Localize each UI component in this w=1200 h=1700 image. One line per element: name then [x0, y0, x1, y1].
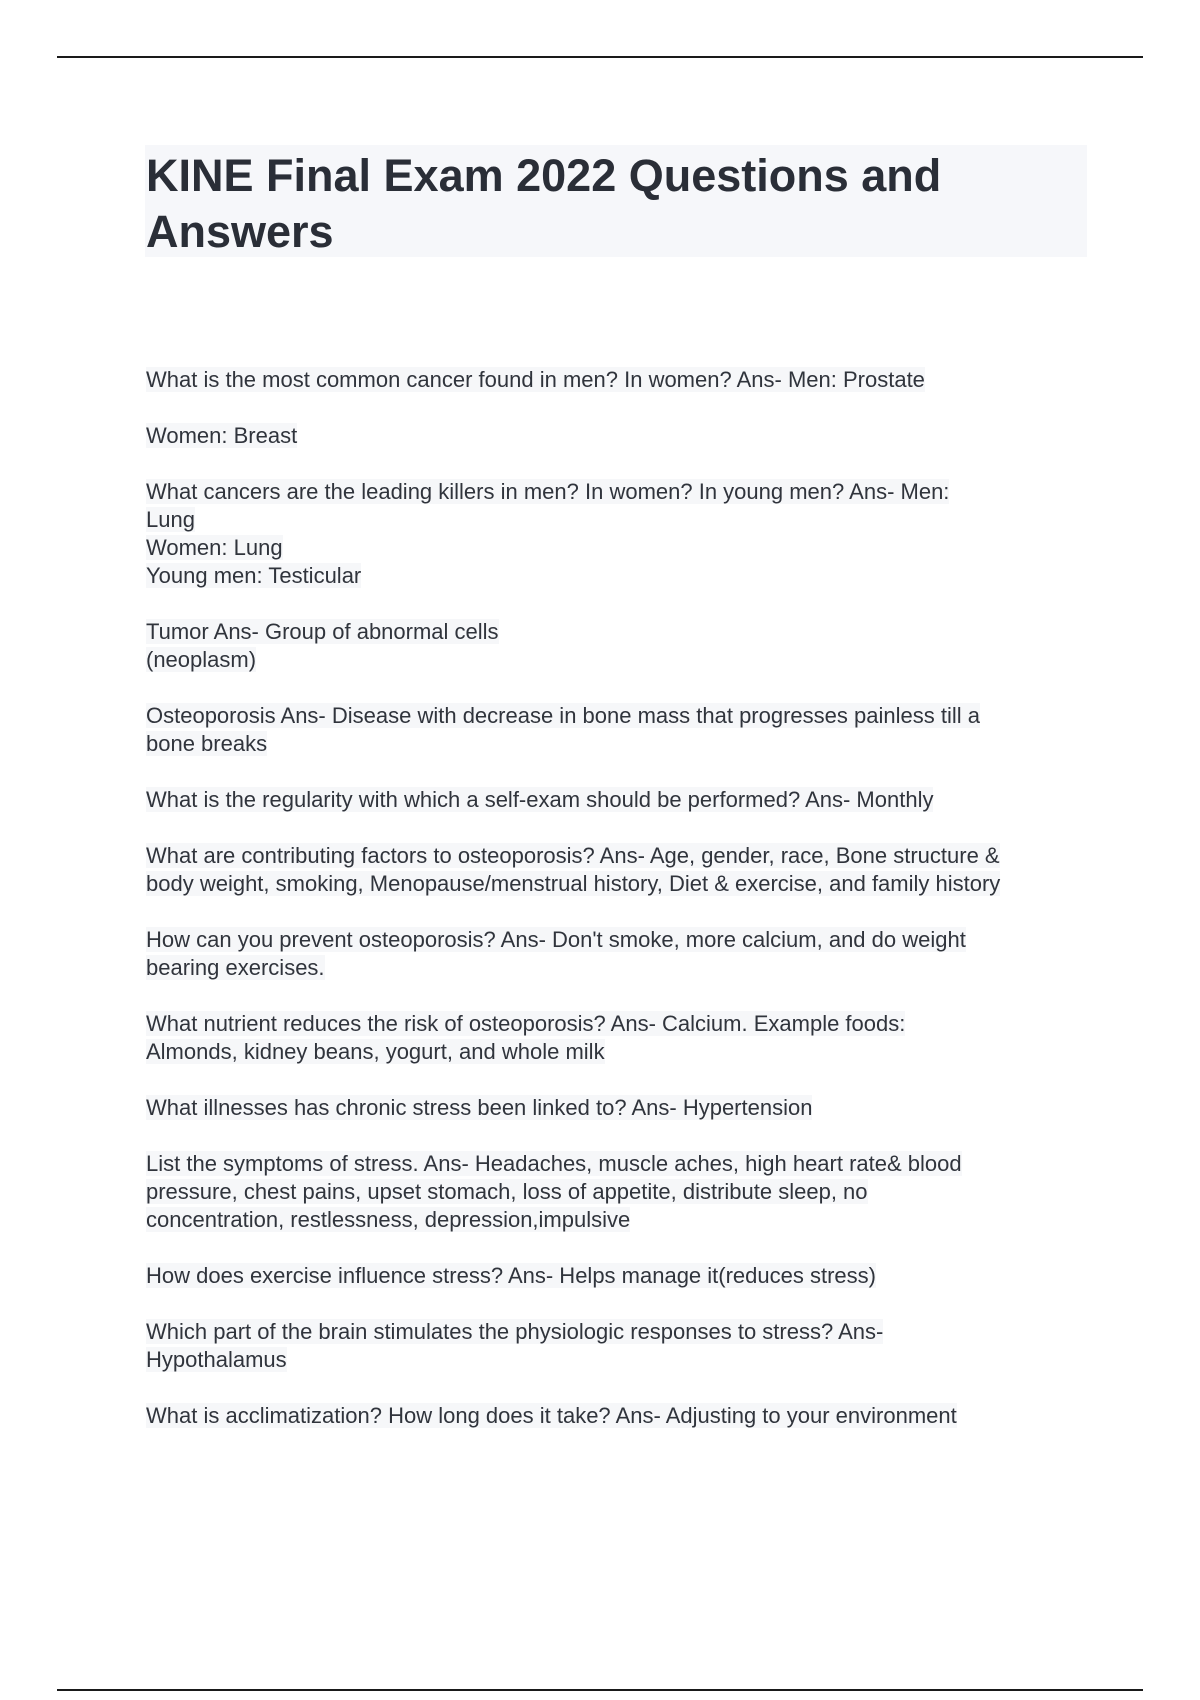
- qa-entry: [146, 1094, 1096, 1122]
- qa-entry: [146, 786, 1096, 814]
- bottom-rule: [57, 1689, 1143, 1691]
- qa-entry: [146, 1318, 1096, 1374]
- qa-text: What cancers are the leading killers in men? In women? In young men? Ans- Men: Lung Women: Lung Young men: Testicular: [146, 479, 950, 588]
- qa-text: Osteoporosis Ans- Disease with decrease in bone mass that progresses painless till a bone breaks: [146, 703, 980, 756]
- qa-entry: [146, 702, 1096, 758]
- qa-entry: [146, 1010, 1096, 1066]
- document-title: KINE Final Exam 2022 Questions and Answers: [146, 150, 942, 257]
- qa-entry: [146, 422, 1096, 450]
- qa-text: What is the regularity with which a self-exam should be performed? Ans- Monthly: [146, 787, 934, 812]
- qa-entry: [146, 478, 1096, 590]
- qa-text: What are contributing factors to osteoporosis? Ans- Age, gender, race, Bone structure & body weight, smoking, Menopause/menstrual history, Diet & exercise, and family history: [146, 843, 1001, 896]
- top-rule: [57, 56, 1143, 58]
- qa-entry: [146, 618, 1096, 674]
- qa-entry: [146, 366, 1096, 394]
- qa-text: Women: Breast: [146, 423, 298, 448]
- qa-text: Tumor Ans- Group of abnormal cells (neoplasm): [146, 619, 499, 672]
- qa-entry: [146, 926, 1096, 982]
- qa-text: What nutrient reduces the risk of osteoporosis? Ans- Calcium. Example foods: Almonds, kidney beans, yogurt, and whole milk: [146, 1011, 906, 1064]
- qa-text: Which part of the brain stimulates the physiologic responses to stress? Ans- Hypothalamus: [146, 1319, 884, 1372]
- qa-text: List the symptoms of stress. Ans- Headaches, muscle aches, high heart rate& blood pressure, chest pains, upset stomach, loss of appetite, distribute sleep, no concentration, restlessness, depression,impulsive: [146, 1151, 962, 1232]
- qa-text: What is the most common cancer found in men? In women? Ans- Men: Prostate: [146, 367, 925, 392]
- qa-text: What illnesses has chronic stress been linked to? Ans- Hypertension: [146, 1095, 813, 1120]
- qa-entry: [146, 1262, 1096, 1290]
- qa-text: How does exercise influence stress? Ans- Helps manage it(reduces stress): [146, 1263, 876, 1288]
- qa-entry: [146, 842, 1096, 898]
- qa-text: What is acclimatization? How long does it take? Ans- Adjusting to your environment: [146, 1403, 957, 1428]
- qa-text: How can you prevent osteoporosis? Ans- Don't smoke, more calcium, and do weight bearing exercises.: [146, 927, 966, 980]
- qa-list: [146, 366, 1096, 1458]
- qa-entry: [146, 1402, 1096, 1430]
- qa-entry: [146, 1150, 1096, 1234]
